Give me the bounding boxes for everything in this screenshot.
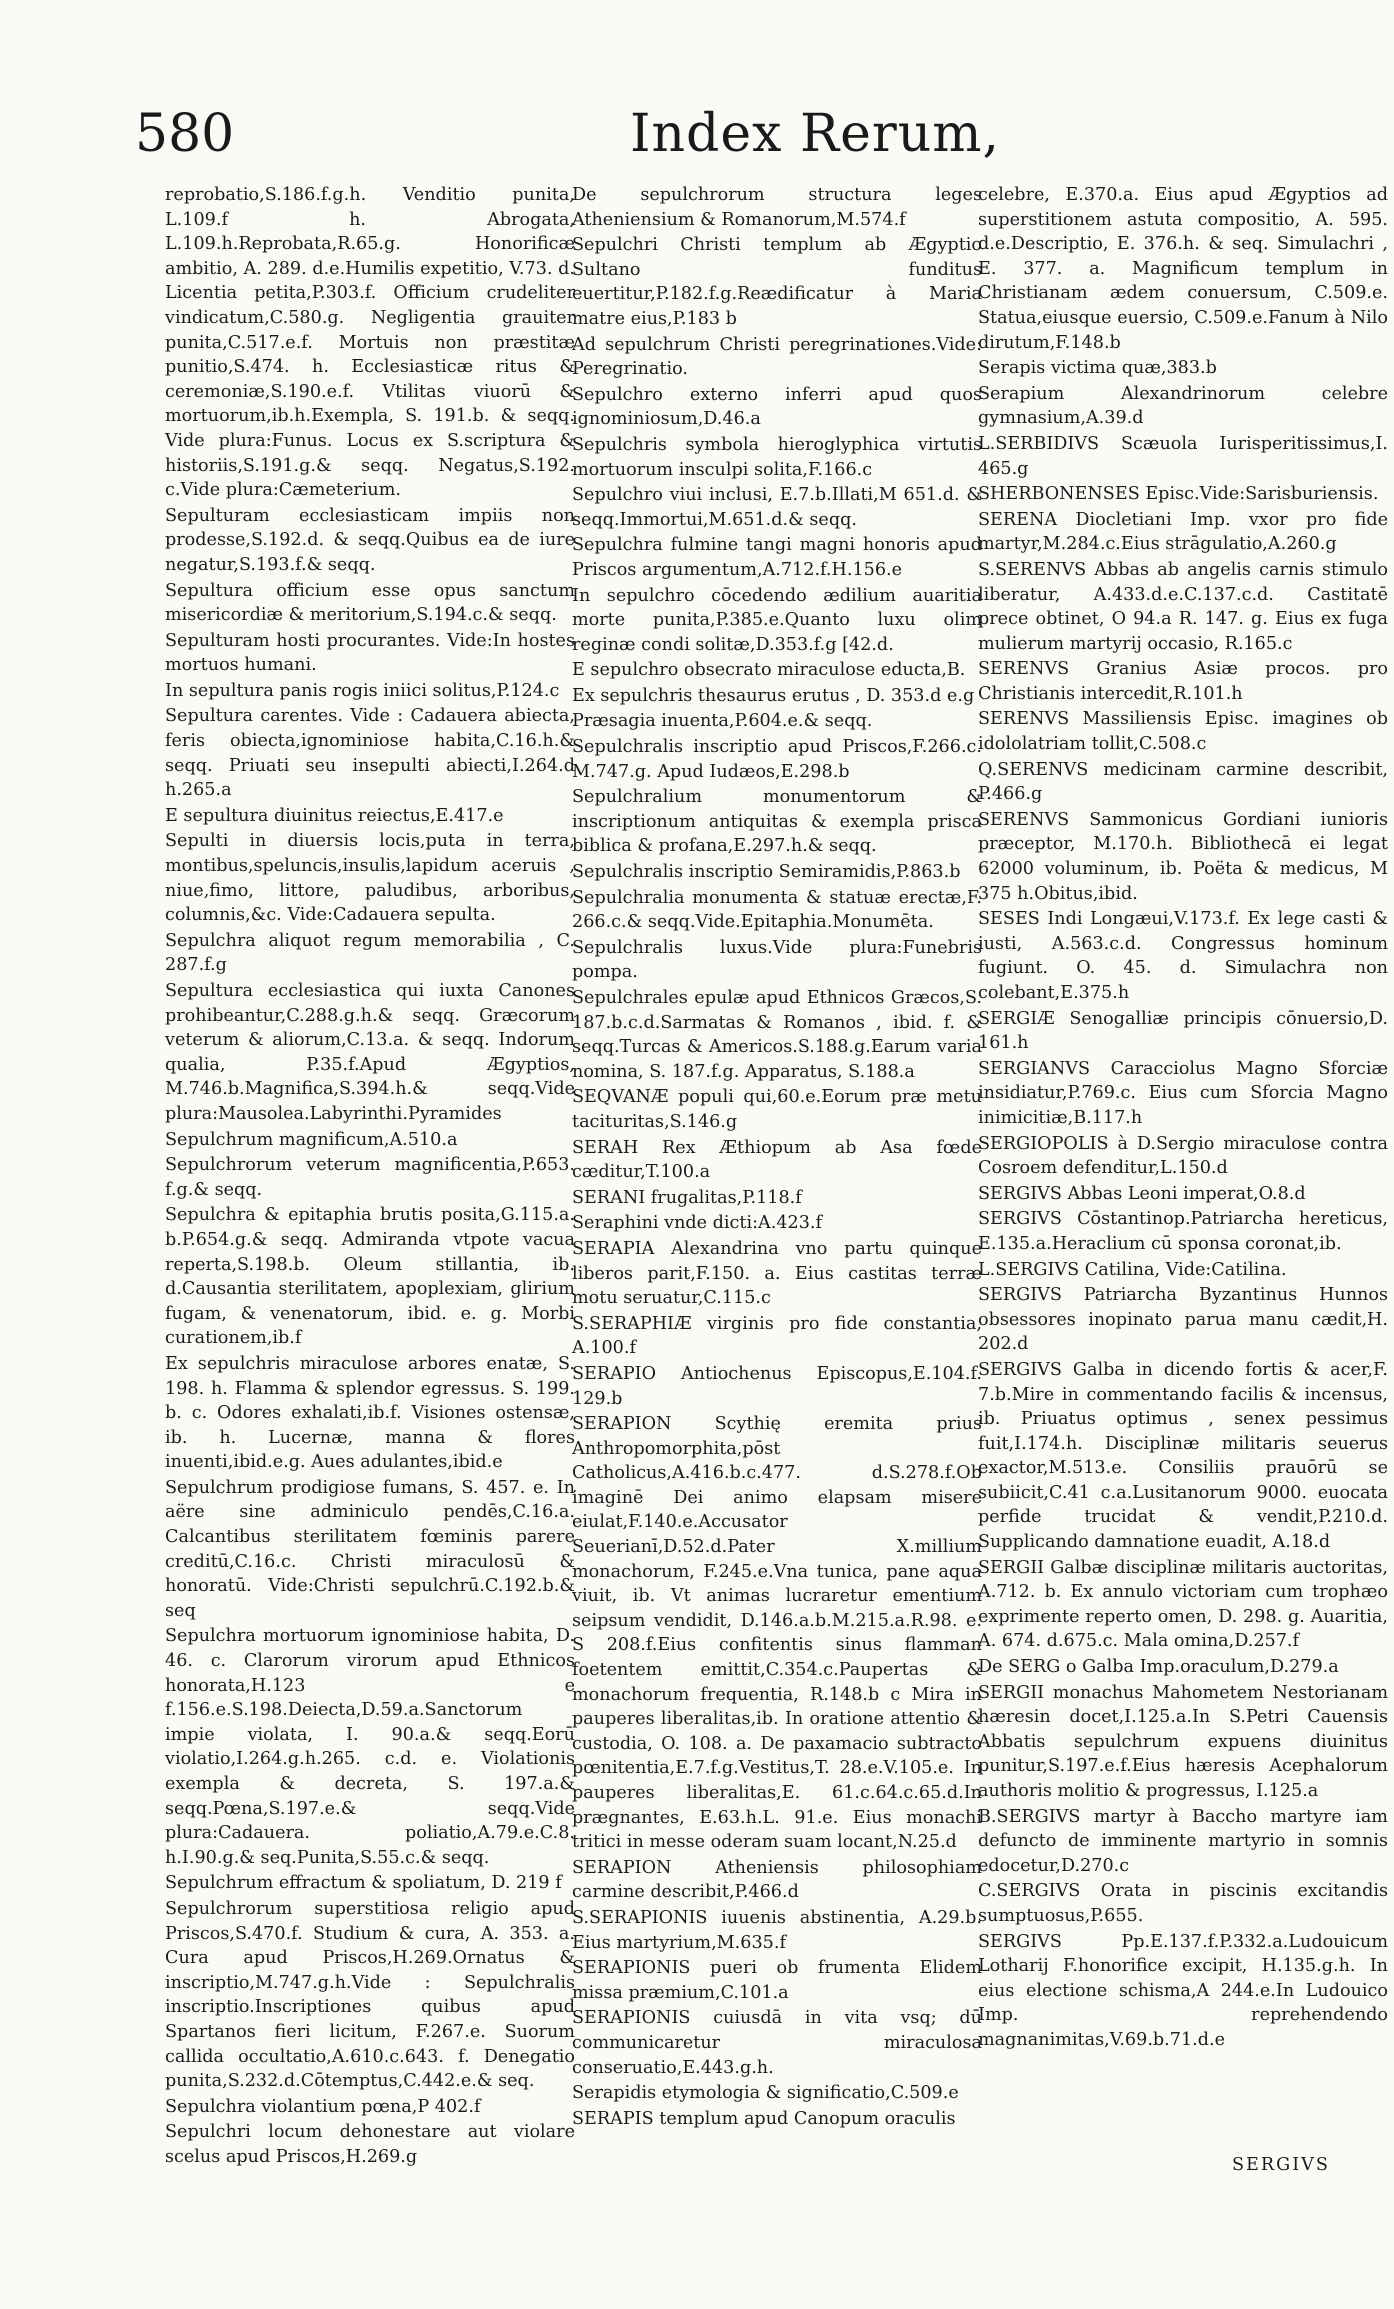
index-entry: SERAPIA Alexandrina vno partu quinque liberos parit,F.150. a. Eius castitas terræ motu seruatur,C.115.c bbox=[572, 1238, 982, 1309]
index-entry: SERGIVS Cōstantinop.Patriarcha hereticus, E.135.a.Heraclium cū sponsa coronat,ib. bbox=[978, 1209, 1388, 1254]
index-entry: SHERBONENSES Episc.Vide:Sarisburiensis. bbox=[978, 484, 1379, 505]
index-entry: E sepulchro obsecrato miraculose educta,B. bbox=[572, 660, 966, 681]
index-entry: L.SERBIDIVS Scæuola Iurisperitissimus,I. 465.g bbox=[978, 433, 1388, 479]
index-entry: Seraphini vnde dicti:A.423.f bbox=[572, 1213, 823, 1234]
index-entry: S.SERAPHIÆ virginis pro fide constantia, A.100.f bbox=[572, 1313, 982, 1359]
index-column-left bbox=[165, 183, 575, 2170]
index-entry: Sepulturam hosti procurantes. Vide:In hostes mortuos humani. bbox=[165, 630, 575, 676]
index-entry: S.SERENVS Abbas ab angelis carnis stimulo liberatur, A.433.d.e.C.137.c.d. Castitatē prece obtinet, O 94.a R. 147. g. Eius ex fuga mulierum martyrij occasio, R.165.c bbox=[978, 559, 1388, 654]
index-entry: Serapis victima quæ,383.b bbox=[978, 358, 1217, 379]
index-entry: Sepulchra fulmine tangi magni honoris apud Priscos argumentum,A.712.f.H.156.e bbox=[572, 535, 982, 580]
index-entry: In sepulchro cōcedendo ædilium auaritia morte punita,P.385.e.Quanto luxu olim reginæ condi solitæ,D.353.f.g [42.d. bbox=[572, 585, 982, 655]
index-entry: Sepulchrum effractum & spoliatum, D. 219 f bbox=[165, 1873, 562, 1894]
index-entry: Sepulti in diuersis locis,puta in terra, montibus,speluncis,insulis,lapidum aceruis , niue,fimo, littore, paludibus, arboribus, columnis,&c. Vide:Cadauera sepulta. bbox=[165, 831, 575, 926]
index-column-right bbox=[978, 183, 1388, 2053]
index-entry: In sepultura panis rogis iniici solitus,P.124.c bbox=[165, 680, 560, 701]
index-entry: Sepulchro externo inferri apud quos ignominiosum,D.46.a bbox=[572, 384, 982, 430]
index-entry: SERAPION Scythię eremita prius Anthropomorphita,pōst Catholicus,A.416.b.c.477. d.S.278.f.Ob imaginē Dei animo elapsam misere eiulat,F.140.e.Accusator Seuerianī,D.52.d.Pater X.millium monachorum, F.245.e.Vna tunica, pane aqua viuit, ib. Vt animas lucraretur ementium seipsum vendidit, D.146.a.b.M.215.a.R.98. e. S 208.f.Eius confitentis sinus flamman foetentem emittit,C.354.c.Paupertas & monachorum frequentia, R.148.b c Mira in pauperes liberalitas,ib. In oratione attentio & custodia, O. 108. a. De paxamacio subtracto pœnitentia,E.7.f.g.Vestitus,T. 28.e.V.105.e. In pauperes liberalitas,E. 61.c.64.c.65.d.In prægnantes, E.63.h.L. 91.e. Eius monachi tritici in messe oderam suam locant,N.25.d bbox=[572, 1414, 982, 1853]
index-entry: SERGIOPOLIS à D.Sergio miraculose contra Cosroem defenditur,L.150.d bbox=[978, 1133, 1388, 1179]
index-entry: Ad sepulchrum Christi peregrinationes.Vide: Peregrinatio. bbox=[572, 334, 982, 380]
index-entry: Sepulchrales epulæ apud Ethnicos Græcos,S. 187.b.c.d.Sarmatas & Romanos , ibid. f. & seqq.Turcas & Americos.S.188.g.Earum varia nomina, S. 187.f.g. Apparatus, S.188.a bbox=[572, 988, 982, 1082]
index-entry: SERANI frugalitas,P.118.f bbox=[572, 1187, 802, 1208]
index-entry: SEQVANÆ populi qui,60.e.Eorum præ metu tacituritas,S.146.g bbox=[572, 1087, 982, 1132]
index-entry: SERAPION Atheniensis philosophiam carmine describit,P.466.d bbox=[572, 1857, 982, 1903]
index-entry: SERENA Diocletiani Imp. vxor pro fide martyr,M.284.c.Eius strāgulatio,A.260.g bbox=[978, 509, 1388, 555]
index-entry: SERENVS Sammonicus Gordiani iunioris præceptor, M.170.h. Bibliothecā ei legat 62000 voluminum, ib. Poëta & medicus, M 375 h.Obitus,ibid. bbox=[978, 809, 1388, 904]
index-entry: Sepultura ecclesiastica qui iuxta Canones prohibeantur,C.288.g.h.& seqq. Græcorum veterum & aliorum,C.13.a. & seqq. Indorum qualia, P.35.f.Apud Ægyptios, M.746.b.Magnifica,S.394.h.& seqq.Vide plura:Mausolea.Labyrinthi.Pyramides bbox=[165, 981, 575, 1124]
index-entry: Sepulchri Christi templum ab Ægyptio Sultano funditus euertitur,P.182.f.g.Reædificatur à Maria matre eius,P.183 b bbox=[572, 235, 982, 329]
index-entry: SESES Indi Longæui,V.173.f. Ex lege casti & iusti, A.563.c.d. Congressus hominum fugiunt. O. 45. d. Simulachra non colebant,E.375.h bbox=[978, 909, 1388, 1003]
running-head: Index Rerum, bbox=[630, 104, 1001, 164]
index-entry: Sepulchrum prodigiose fumans, S. 457. e. In aëre sine adminiculo pendēs,C.16.a. Calcantibus sterilitatem fœminis parere creditū,C.16.c. Christi miraculosū & honoratū. Vide:Christi sepulchrū.C.192.b.& seq bbox=[165, 1477, 575, 1621]
index-entry: Sepulchralis luxus.Vide plura:Funebris pompa. bbox=[572, 937, 982, 983]
catchword: SERGIVS bbox=[1232, 2155, 1330, 2175]
index-entry: reprobatio,S.186.f.g.h. Venditio punita, L.109.f h. Abrogata, L.109.h.Reprobata,R.65.g. Honorificæ ambitio, A. 289. d.e.Humilis expetitio, V.73. d. Licentia petita,P.303.f. Officium crudeliter vindicatum,C.580.g. Negligentia grauiter punita,C.517.e.f. Mortuis non præstitæ punitio,S.474. h. Ecclesiasticæ ritus & ceremoniæ,S.190.e.f. Vtilitas viuorū & mortuorum,ib.h.Exempla, S. 191.b. & seqq. Vide plura:Funus. Locus ex S.scriptura & historiis,S.191.g.& seqq. Negatus,S.192. c.Vide plura:Cæmeterium. bbox=[165, 185, 575, 501]
page-number: 580 bbox=[135, 104, 235, 164]
index-entry: celebre, E.370.a. Eius apud Ægyptios ad superstitionem astuta compositio, A. 595. d.e.Descriptio, E. 376.h. & seq. Simulachri , E. 377. a. Magnificum templum in Christianam ædem conuersum, C.509.e. Statua,eiusque euersio, C.509.e.Fanum à Nilo dirutum,F.148.b bbox=[978, 185, 1388, 353]
index-entry: B.SERGIVS martyr à Baccho martyre iam defuncto de imminente martyrio in somnis edocetur,D.270.c bbox=[978, 1806, 1388, 1876]
index-entry: Sepulchris symbola hieroglyphica virtutis mortuorum insculpi solita,F.166.c bbox=[572, 434, 982, 480]
index-entry: SERGIÆ Senogalliæ principis cōnuersio,D. 161.h bbox=[978, 1008, 1388, 1054]
index-entry: Sepulchri locum dehonestare aut violare scelus apud Priscos,H.269.g bbox=[165, 2122, 575, 2167]
index-entry: Serapium Alexandrinorum celebre gymnasium,A.39.d bbox=[978, 383, 1388, 429]
index-entry: Serapidis etymologia & significatio,C.509.e bbox=[572, 2083, 959, 2104]
index-entry: Sepulchralis inscriptio Semiramidis,P.863.b bbox=[572, 862, 961, 883]
index-entry: De SERG o Galba Imp.oraculum,D.279.a bbox=[978, 1657, 1339, 1678]
index-entry: S.SERAPIONIS iuuenis abstinentia, A.29.b. Eius martyrium,M.635.f bbox=[572, 1907, 982, 1953]
index-entry: L.SERGIVS Catilina, Vide:Catilina. bbox=[978, 1259, 1287, 1280]
index-entry: Sepulchralia monumenta & statuæ erectæ,F. 266.c.& seqq.Vide.Epitaphia.Monumēta. bbox=[572, 887, 982, 933]
index-entry: SERGII monachus Mahometem Nestorianam hæresin docet,I.125.a.In S.Petri Cauensis Abbatis sepulchrum expuens diuinitus punitur,S.197.e.f.Eius hæresis Acephalorum authoris molitio & progressus, I.125.a bbox=[978, 1682, 1388, 1801]
index-entry: Sepulchro viui inclusi, E.7.b.Illati,M 651.d. & seqq.Immortui,M.651.d.& seqq. bbox=[572, 485, 982, 530]
index-entry: Ex sepulchris thesaurus erutus , D. 353.d e.g bbox=[572, 685, 975, 706]
index-entry: Sepulchra violantium pœna,P 402.f bbox=[165, 2096, 481, 2117]
index-entry: Sepulchrorum veterum magnificentia,P.653. f.g.& seqq. bbox=[165, 1155, 575, 1200]
index-entry: Sepulchralium monumentorum & inscriptionum antiquitas & exempla prisca biblica & profana,E.297.h.& seqq. bbox=[572, 787, 982, 857]
index-entry: Sepulchra & epitaphia brutis posita,G.115.a. b.P.654.g.& seqq. Admiranda vtpote vacua reperta,S.198.b. Oleum stillantia, ib. d.Causantia sterilitatem, apoplexiam, glirium fugam, & venenatorum, ibid. e. g. Morbi curationem,ib.f bbox=[165, 1205, 575, 1349]
index-entry: SERAPIO Antiochenus Episcopus,E.104.f. 129.b bbox=[572, 1363, 982, 1409]
index-entry: De sepulchrorum structura leges Atheniensium & Romanorum,M.574.f bbox=[572, 185, 982, 230]
index-entry: Sepulchra mortuorum ignominiose habita, D. 46. c. Clarorum virorum apud Ethnicos honorata,H.123 e f.156.e.S.198.Deiecta,D.59.a.Sanctorum impie violata, I. 90.a.& seqq.Eorū violatio,I.264.g.h.265. c.d. e. Violationis exempla & decreta, S. 197.a.& seqq.Pœna,S.197.e.& seqq.Vide plura:Cadauera. poliatio,A.79.e.C.8. h.I.90.g.& seq.Punita,S.55.c.& seqq. bbox=[165, 1626, 575, 1868]
index-entry: Sepultura officium esse opus sanctum misericordiæ & meritorium,S.194.c.& seqq. bbox=[165, 580, 575, 626]
index-entry: Q.SERENVS medicinam carmine describit, P.466.g bbox=[978, 759, 1388, 805]
index-entry: SERENVS Massiliensis Episc. imagines ob idololatriam tollit,C.508.c bbox=[978, 709, 1388, 755]
index-entry: E sepultura diuinitus reiectus,E.417.e bbox=[165, 805, 504, 826]
index-entry: Sepulchrum magnificum,A.510.a bbox=[165, 1129, 458, 1150]
index-entry: C.SERGIVS Orata in piscinis excitandis sumptuosus,P.655. bbox=[978, 1881, 1388, 1926]
index-entry: Ex sepulchris miraculose arbores enatæ, S. 198. h. Flamma & splendor egressus. S. 199. b. c. Odores exhalati,ib.f. Visiones ostensæ, ib. h. Lucernæ, manna & flores inuenti,ibid.e.g. Aues adulantes,ibid.e bbox=[165, 1353, 575, 1473]
index-entry: SERAPIONIS cuiusdā in vita vsq; dū communicaretur miraculosa conseruatio,E.443.g.h. bbox=[572, 2008, 982, 2078]
index-column-middle bbox=[572, 183, 982, 2131]
index-entry: SERGIVS Abbas Leoni imperat,O.8.d bbox=[978, 1183, 1306, 1204]
index-entry: Sepulchra aliquot regum memorabilia , C. 287.f.g bbox=[165, 930, 575, 976]
index-entry: SERGIANVS Caracciolus Magno Sforciæ insidiatur,P.769.c. Eius cum Sforcia Magno inimicitiæ,B.117.h bbox=[978, 1058, 1388, 1128]
index-entry: SERENVS Granius Asiæ procos. pro Christianis intercedit,R.101.h bbox=[978, 659, 1388, 704]
index-entry: SERGII Galbæ disciplinæ militaris auctoritas, A.712. b. Ex annulo victoriam cum trophæo exprimente reperto omen, D. 298. g. Auaritia, A. 674. d.675.c. Mala omina,D.257.f bbox=[978, 1557, 1388, 1652]
index-entry: SERGIVS Patriarcha Byzantinus Hunnos obsessores inopinato parua manu cædit,H. 202.d bbox=[978, 1285, 1388, 1355]
index-entry: SERAH Rex Æthiopum ab Asa fœde cæditur,T.100.a bbox=[572, 1137, 982, 1183]
index-entry: Sepultura carentes. Vide : Cadauera abiecta, feris obiecta,ignominiose habita,C.16.h.& seqq. Priuati seu insepulti abiecti,I.264.d h.265.a bbox=[165, 706, 575, 801]
index-entry: Sepulturam ecclesiasticam impiis non prodesse,S.192.d. & seqq.Quibus ea de iure negatur,S.193.f.& seqq. bbox=[165, 505, 575, 575]
index-entry: SERAPIS templum apud Canopum oraculis bbox=[572, 2108, 956, 2129]
index-entry: SERGIVS Pp.E.137.f.P.332.a.Ludouicum Lotharij F.honorifice excipit, H.135.g.h. In eius electione schisma,A 244.e.In Ludouico Imp. reprehendendo magnanimitas,V.69.b.71.d.e bbox=[978, 1931, 1388, 2050]
index-entry: SERGIVS Galba in dicendo fortis & acer,F. 7.b.Mire in commentando facilis & incensus, ib. Priuatus optimus , senex pessimus fuit,I.174.h. Disciplinæ militaris seuerus exactor,M.513.e. Consiliis prauōrū se subiicit,C.41 c.a.Lusitanorum 9000. euocata perfide trucidat & vendit,P.210.d. Supplicando damnatione euadit, A.18.d bbox=[978, 1359, 1388, 1553]
index-entry: Sepulchrorum superstitiosa religio apud Priscos,S.470.f. Studium & cura, A. 353. a. Cura apud Priscos,H.269.Ornatus & inscriptio,M.747.g.h.Vide : Sepulchralis inscriptio.Inscriptiones quibus apud Spartanos fieri licitum, F.267.e. Suorum callida occultatio,A.610.c.643. f. Denegatio punita,S.232.d.Cōtemptus,C.442.e.& seq. bbox=[165, 1898, 575, 2092]
index-entry: Sepulchralis inscriptio apud Priscos,F.266.c. M.747.g. Apud Iudæos,E.298.b bbox=[572, 737, 982, 782]
index-entry: SERAPIONIS pueri ob frumenta Elidem missa præmium,C.101.a bbox=[572, 1958, 982, 2003]
index-entry: Præsagia inuenta,P.604.e.& seqq. bbox=[572, 711, 873, 732]
